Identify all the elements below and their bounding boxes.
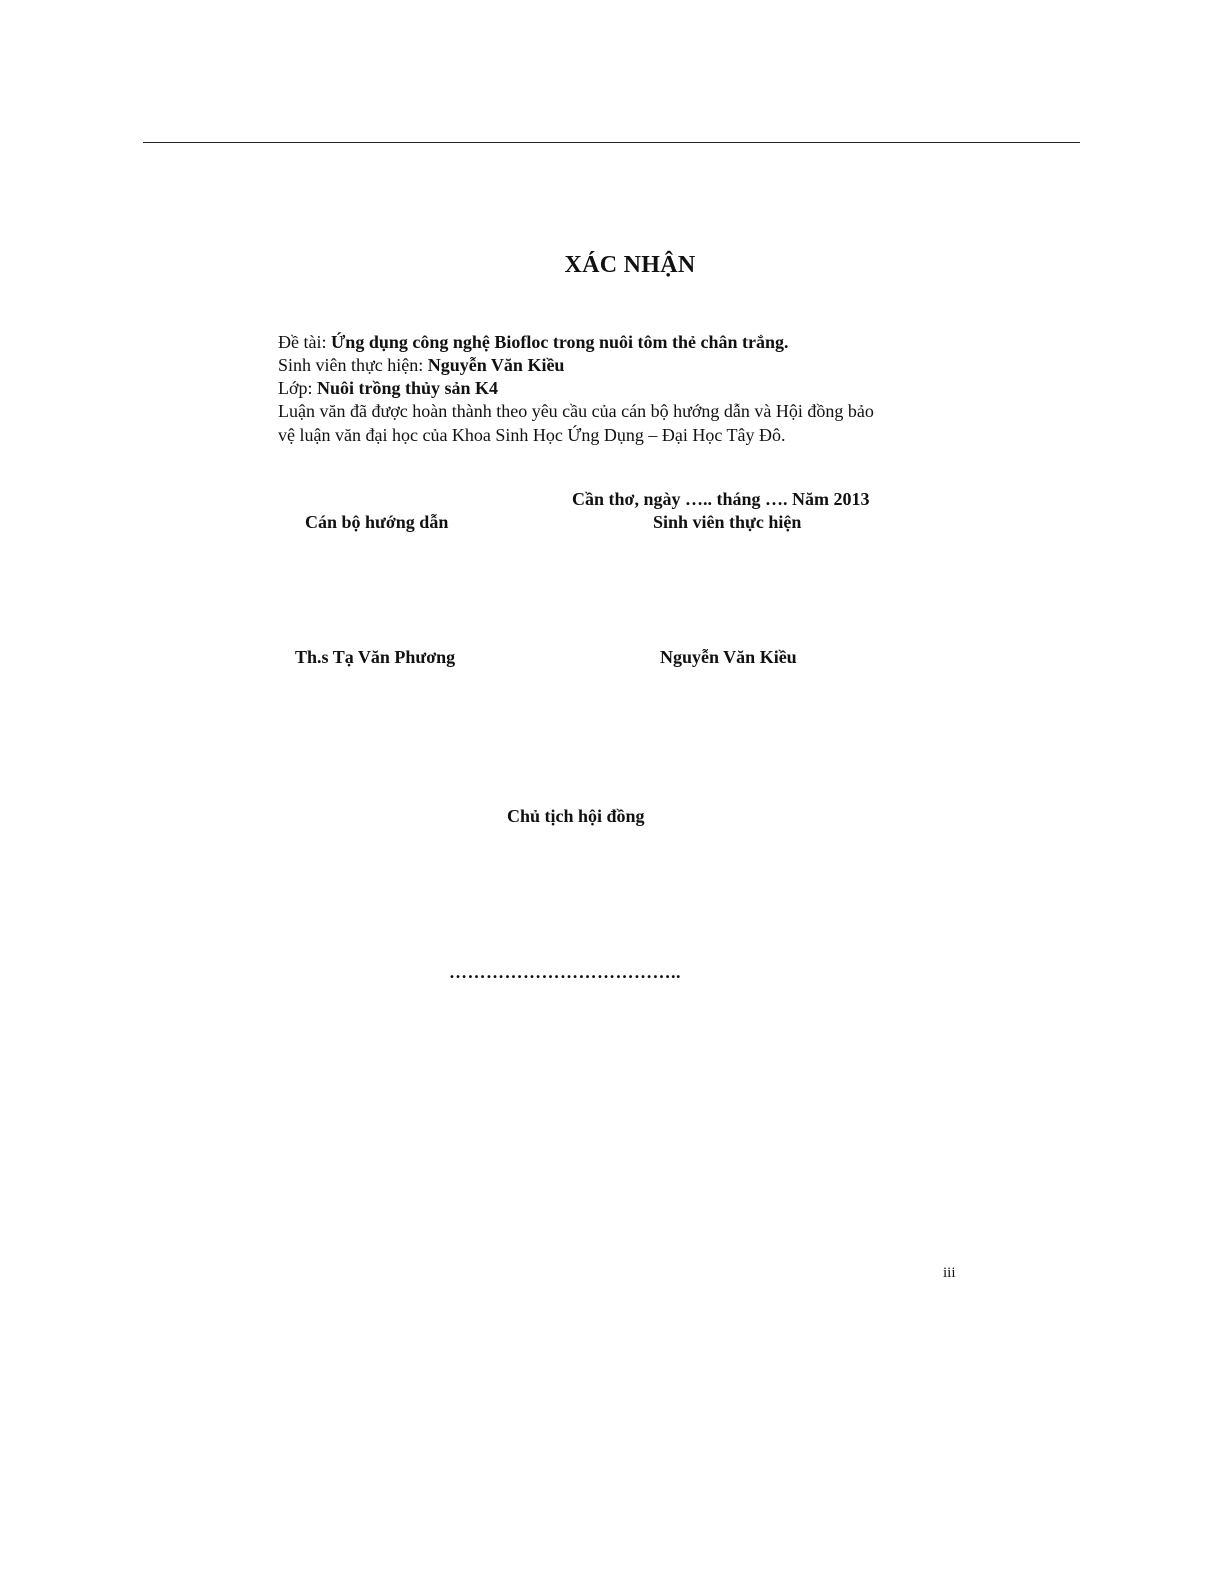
topic-value: Ứng dụng công nghệ Biofloc trong nuôi tôm thẻ chân trắng. [330,332,789,352]
class-line [278,377,498,399]
chair-signature-line: ……………………………….. [449,962,681,982]
student-signature-label: Sinh viên thực hiện [653,512,802,532]
advisor-name: Th.s Tạ Văn Phương [295,647,456,667]
advisor-label: Cán bộ hướng dẫn [305,512,449,532]
student-label-inline: Sinh viên thực hiện: [278,355,428,375]
date-line: Cần thơ, ngày ….. tháng …. Năm 2013 [572,489,870,509]
class-label: Lớp: [278,378,318,398]
page-title: XÁC NHẬN [564,252,696,278]
class-value: Nuôi trồng thủy sản K4 [317,378,499,398]
topic-line [278,331,789,353]
statement-line-1: Luận văn đã được hoàn thành theo yêu cầu của cán bộ hướng dẫn và Hội đồng bảo [278,401,874,421]
chair-label: Chủ tịch hội đồng [507,806,645,826]
student-line [278,354,564,376]
statement-line-2: vệ luận văn đại học của Khoa Sinh Học Ứng Dụng – Đại Học Tây Đô. [278,425,786,445]
header-rule [143,142,1080,143]
student-value: Nguyễn Văn Kiều [427,355,565,375]
page-number: iii [943,1265,956,1281]
student-name: Nguyễn Văn Kiều [660,647,797,667]
topic-label: Đề tài: [278,332,331,352]
